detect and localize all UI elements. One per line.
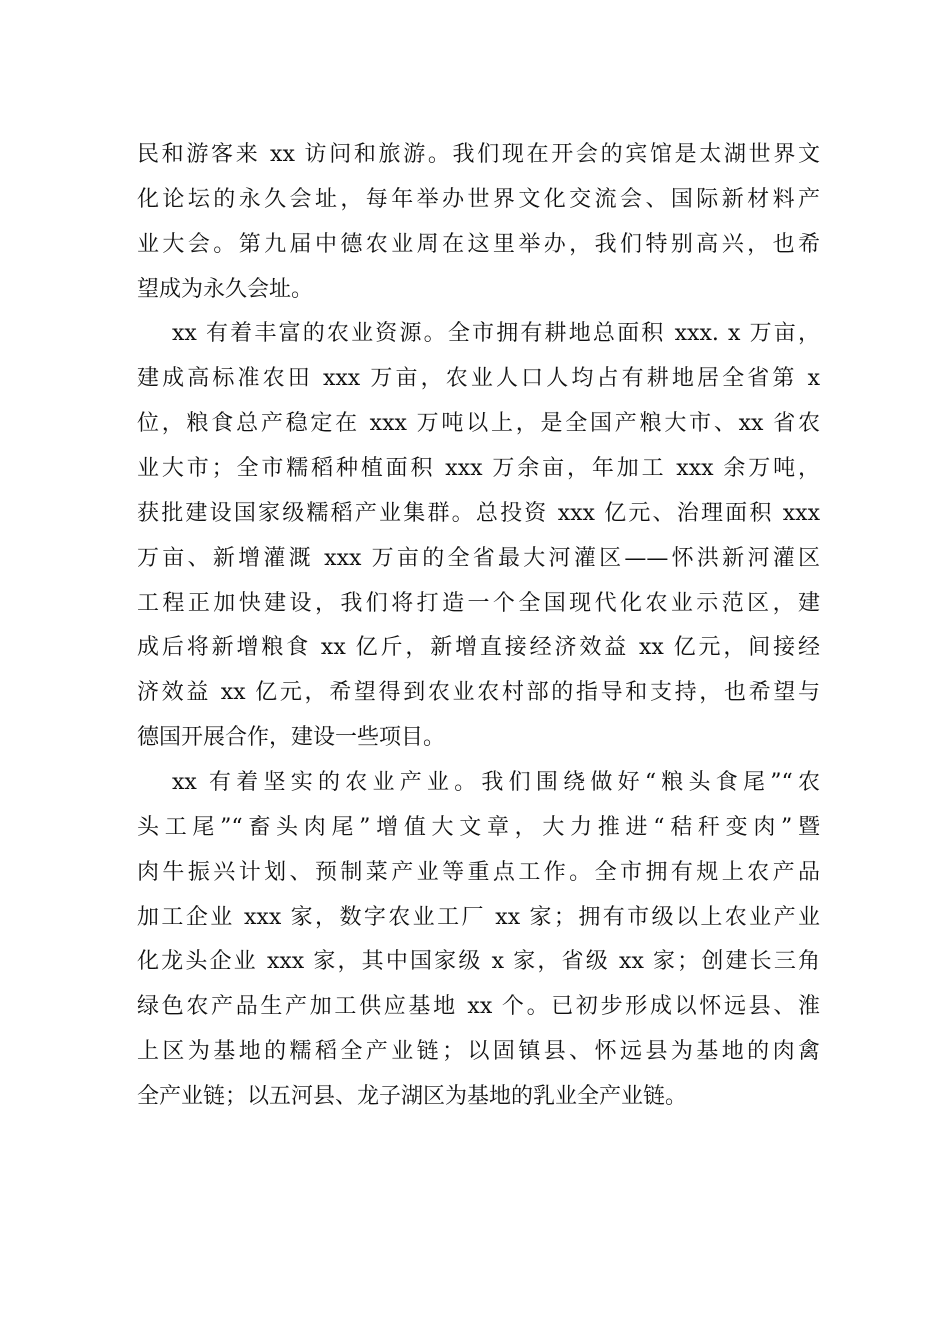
text-line: 济效益 xx 亿元，希望得到农业农村部的指导和支持，也希望与 xyxy=(137,680,820,706)
text-line: 肉牛振兴计划、预制菜产业等重点工作。全市拥有规上农产品 xyxy=(137,859,820,885)
text-line: xx 有着丰富的农业资源。全市拥有耕地总面积 xxx. x 万亩， xyxy=(172,321,820,347)
text-line: 全产业链；以五河县、龙子湖区为基地的乳业全产业链。 xyxy=(137,1084,688,1110)
text-line: 加工企业 xxx 家，数字农业工厂 xx 家；拥有市级以上农业产业 xyxy=(137,904,820,930)
text-line: 获批建设国家级糯稻产业集群。总投资 xxx 亿元、治理面积 xxx xyxy=(137,500,820,526)
paragraph xyxy=(137,312,820,761)
text-line: 建成高标准农田 xxx 万亩，农业人口人均占有耕地居全省第 x xyxy=(137,366,820,392)
text-line: xx 有着坚实的农业产业。我们围绕做好“粮头食尾”“农 xyxy=(172,770,820,796)
text-line: 头工尾”“畜头肉尾”增值大文章，大力推进“秸秆变肉”暨 xyxy=(137,814,820,840)
text-line: 望成为永久会址。 xyxy=(137,276,314,302)
text-line: 德国开展合作，建设一些项目。 xyxy=(137,725,446,751)
text-line: 民和游客来 xx 访问和旅游。我们现在开会的宾馆是太湖世界文 xyxy=(137,142,820,167)
paragraph xyxy=(137,761,820,1120)
text-line: 绿色农产品生产加工供应基地 xx 个。已初步形成以怀远县、淮 xyxy=(137,994,820,1020)
document-page xyxy=(137,133,820,1120)
text-line: 成后将新增粮食 xx 亿斤，新增直接经济效益 xx 亿元，间接经 xyxy=(137,635,820,661)
text-line: 上区为基地的糯稻全产业链；以固镇县、怀远县为基地的肉禽 xyxy=(137,1039,820,1065)
text-line: 位，粮食总产稳定在 xxx 万吨以上，是全国产粮大市、xx 省农 xyxy=(137,411,820,437)
paragraph xyxy=(137,133,820,312)
text-line: 化论坛的永久会址，每年举办世界文化交流会、国际新材料产 xyxy=(137,186,820,212)
text-line: 业大市；全市糯稻种植面积 xxx 万余亩，年加工 xxx 余万吨， xyxy=(137,456,820,482)
text-line: 化龙头企业 xxx 家，其中国家级 x 家，省级 xx 家；创建长三角 xyxy=(137,949,820,975)
text-line: 万亩、新增灌溉 xxx 万亩的全省最大河灌区——怀洪新河灌区 xyxy=(137,545,820,571)
text-line: 工程正加快建设，我们将打造一个全国现代化农业示范区，建 xyxy=(137,590,820,616)
text-line: 业大会。第九届中德农业周在这里举办，我们特别高兴，也希 xyxy=(137,231,820,257)
